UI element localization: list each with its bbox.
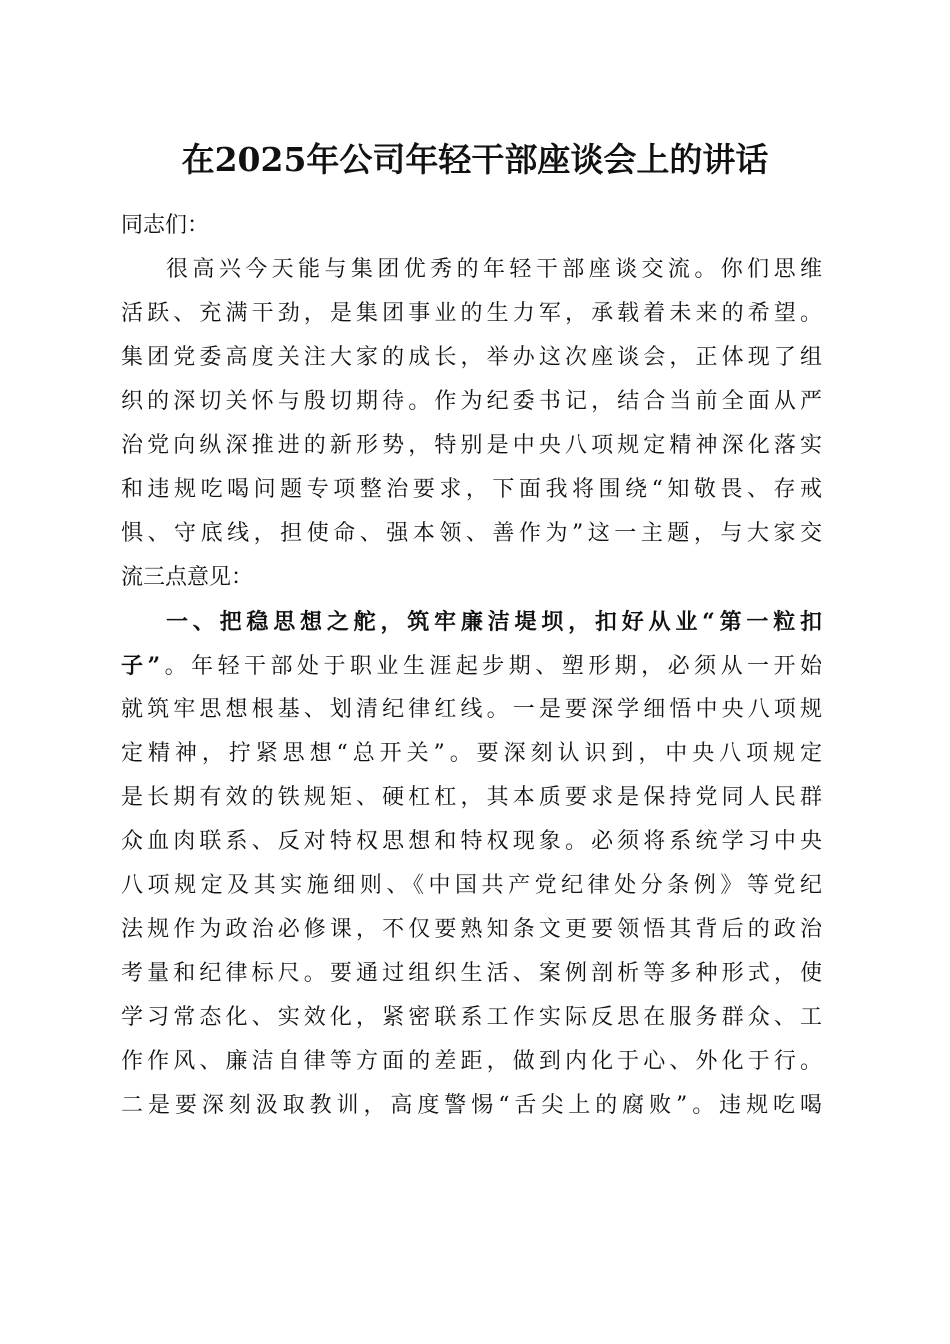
paragraph-line: 就筑牢思想根基、划清纪律红线。一是要深学细悟中央八项规 (121, 697, 822, 722)
salutation: 同志们： (121, 213, 210, 238)
paragraph-line: 惧、守底线，担使命、强本领、善作为”这一主题，与大家交 (121, 521, 822, 546)
section-heading: 一、把稳思想之舵，筑牢廉洁堤坝，扣好从业“第一粒扣 (166, 609, 822, 635)
paragraph-line: 考量和纪律标尺。要通过组织生活、案例剖析等多种形式，使 (121, 961, 822, 986)
section-heading-tail: 子” (121, 653, 161, 679)
paragraph-line: 流三点意见： (121, 565, 254, 590)
paragraph-line: 很高兴今天能与集团优秀的年轻干部座谈交流。你们思维 (166, 257, 822, 282)
paragraph-line: 众血肉联系、反对特权思想和特权现象。必须将系统学习中央 (121, 829, 822, 854)
paragraph-line: 治党向纵深推进的新形势，特别是中央八项规定精神深化落实 (121, 433, 822, 458)
paragraph-line: 是长期有效的铁规矩、硬杠杠，其本质要求是保持党同人民群 (121, 785, 822, 810)
paragraph-line: 定精神，拧紧思想“总开关”。要深刻认识到，中央八项规定 (121, 741, 822, 766)
paragraph-line: 作作风、廉洁自律等方面的差距，做到内化于心、外化于行。 (121, 1049, 822, 1074)
document-body (121, 204, 822, 1128)
paragraph-line: 活跃、充满干劲，是集团事业的生力军，承载着未来的希望。 (121, 301, 822, 326)
paragraph-line: 二是要深刻汲取教训，高度警惕“舌尖上的腐败”。违规吃喝 (121, 1093, 822, 1118)
section-heading-continuation (121, 644, 822, 688)
section-first-line-rest: 。年轻干部处于职业生涯起步期、塑形期，必须从一开始 (160, 654, 822, 679)
paragraph-line: 八项规定及其实施细则、《中国共产党纪律处分条例》等党纪 (121, 873, 822, 898)
paragraph-line: 和违规吃喝问题专项整治要求，下面我将围绕“知敬畏、存戒 (121, 477, 822, 502)
paragraph-line: 学习常态化、实效化，紧密联系工作实际反思在服务群众、工 (121, 1005, 822, 1030)
paragraph-line: 织的深切关怀与殷切期待。作为纪委书记，结合当前全面从严 (121, 389, 822, 414)
document-title: 在2025年公司年轻干部座谈会上的讲话 (181, 140, 769, 179)
paragraph-line: 集团党委高度关注大家的成长，举办这次座谈会，正体现了组 (121, 345, 822, 370)
paragraph-line: 法规作为政治必修课，不仅要熟知条文更要领悟其背后的政治 (121, 917, 822, 942)
